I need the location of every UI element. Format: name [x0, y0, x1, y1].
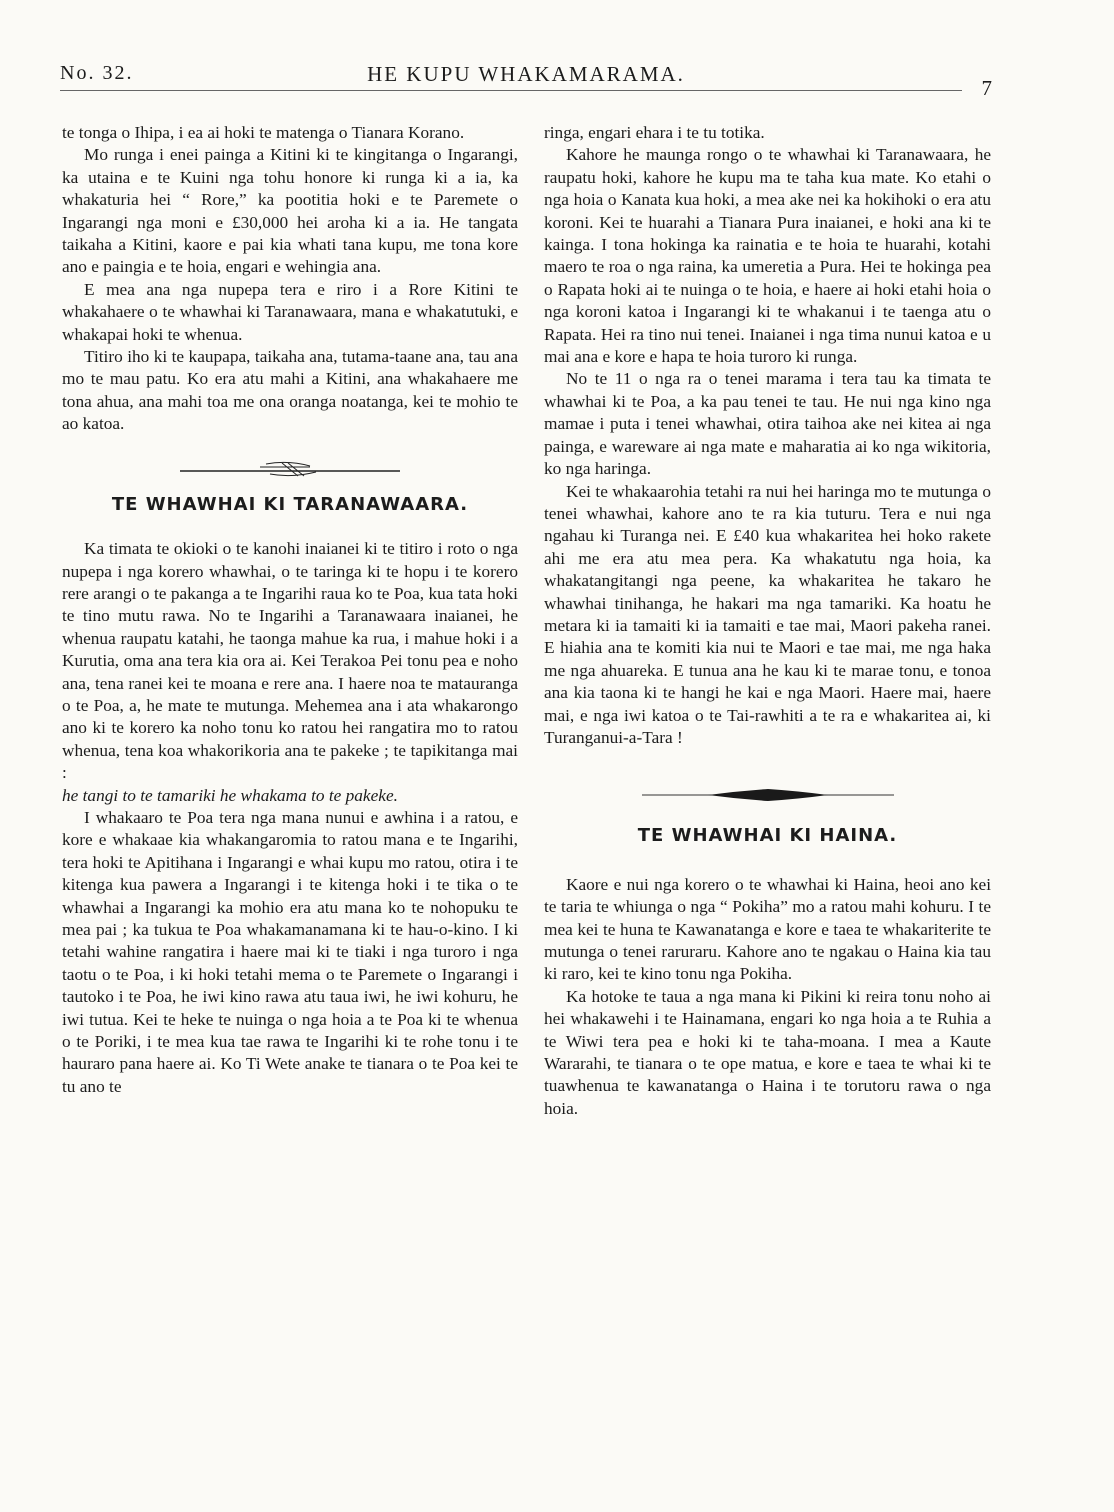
paragraph: Ka timata te okioki o te kanohi inaianei ki te titiro i roto o nga nupepa i nga korero whawhai, o te taringa ki te hopu i te korero rere arangi o te pakanga a te Ingarihi raua ko te Poa, kua tata hoki te tino mutu rawa. No te Ingarihi a Taranawaara inaianei, he whenua raupatu katahi, he taonga mahue ka rua, i mahue hoki i a Kurutia, oma ana tera kia ora ai. Kei Terakoa Pei tonu pea e noho ana, tena ranei kei te moana e rere ana. I haere noa te matauranga o te Poa, a, he mate te mutunga. Mehemea ana i ata whakarongo ano ki te korero ka noho tonu ko ratou hei rangatira mo to ratou whenua, tena koa whakorikoria ana te pakeke ; te tapikitanga mai : — [62, 539, 518, 783]
section-divider-ornament — [170, 454, 410, 484]
section-heading: TE WHAWHAI KI HAINA. — [637, 825, 898, 847]
paragraph: Ka hotoke te taua a nga mana ki Pikini ki reira tonu noho ai hei whakawehi i te Hainamana, engari ko nga hoia a te Ruhia a te Wiwi tera pea e hoki ki te taha-moana. I mea a Kaute Wararahi, te tianara o te ope matua, e kore e taea te whai ki te tuawhenua te kawanatanga o Haina i te torutoru rawa o nga hoia. — [544, 986, 991, 1118]
running-header — [60, 62, 992, 100]
issue-number: No. 32. — [60, 62, 134, 84]
spacer — [62, 516, 518, 538]
header-rule — [60, 90, 962, 91]
paragraph: Titiro iho ki te kaupapa, taikaha ana, tutama-taane ana, tau ana mo te mau patu. Ko era atu mahi a Kitini, ana whakahaere me tona ahua, ana mahi toa me ona oranga noatanga, kei te mohio te ao katoa. — [62, 347, 518, 434]
paragraph: E mea ana nga nupepa tera e riro i a Rore Kitini te whakahaere o te whawhai ki Taranawaara, mana e whakatutuki, e whakapai hoki te whenua. — [62, 279, 518, 344]
paragraph: te tonga o Ihipa, i ea ai hoki te matenga o Tianara Korano. — [62, 123, 465, 142]
paragraph: Kaore e nui nga korero o te whawhai ki Haina, heoi ano kei te taria te whiunga o nga “ Pokiha” mo a ratou mahi kohuru. I te mea kei te huna te Kawanatanga e kore e taea te whakariterite te mutunga o tenei raruraru. Kahore ano te ngakau o Haina kia tau ki raro, kei te kino tonu nga Pokiha. — [544, 874, 991, 984]
paragraph: Mo runga i enei painga a Kitini ki te kingitanga o Ingarangi, ka utaina e te Kuini nga tohu honore ki runga ki a ia, ka whakaturia hei “ Rore,” ka pootitia hoki e te Paremete o Ingarangi nga moni e £30,000 hei aroha ki a ia. He tangata taikaha a Kitini, kaore e pai kia whati tana kupu, me tona kore ano e paingia e te hoia, engari e wehingia ana. — [62, 145, 518, 277]
publication-title: HE KUPU WHAKAMARAMA. — [367, 62, 685, 86]
section-heading: TE WHAWHAI KI TARANAWAARA. — [111, 493, 469, 515]
proverb: he tangi to te tamariki he whakama to te pakeke. — [62, 785, 398, 805]
left-column — [62, 122, 518, 1098]
paragraph: Kahore he maunga rongo o te whawhai ki Taranawaara, he raupatu hoki, kahore he kupu ma te taha kua mate. Ko etahi o nga hoia o Kanata kua hoki, a mea ake nei ka hokihoki o era atu koroni. Kei te huarahi a Tianara Pura inaianei, e hoki ana ki te kainga. I tona hokinga ka rainatia e te hoia te huarahi, kotahi maero te roa o nga raina, ka umeretia a Pura. Hei te hokinga pea o Rapata hoki ai te nuinga o te hoia, e haere ai hoki etahi hoia o nga koroni katoa i Ingarangi ki te whakanui i te taenga atu o Rapata. Hei ra tino nui tenei. Inaianei i nga tima nunui katoa e u mai ana e kore e hapa te hoia turoro ki runga. — [544, 145, 991, 367]
section-divider-ornament — [638, 783, 898, 807]
right-column — [544, 122, 991, 1120]
paragraph: I whakaaro te Poa tera nga mana nunui e awhina i a ratou, e kore e whakaae kia whakangaromia to ratou mana e te Ingarihi, tera hoki te Apitihana i Ingarangi e whai kupu mo ratou, otira i te kitenga kua pawera a Ingarangi i te kitenga hoki i te tika o te whawhai a Ingarangi ka mohio era atu mana ko te nohopuku te mea pai ; ka tukua te Poa whakamanamana ki te hau-o-kino. I ki tetahi wahine rangatira i haere mai ki te tiaki i nga turoro i nga taotu o te Poa, i ki hoki tetahi mema o te Paremete o Ingarangi i tautoko i te Poa, he iwi kino rawa atu taua iwi, he iwi kohuru, he iwi tutua. Kei te heke te nuinga o nga hoia a te Poa ki te whenua o te Poriki, i te mea kua tae rawa te Ingarihi ki te rohe tonu i te hauraro pana haere ai. Ko Ti Wete anake te tianara o te Poa kei te tu ano te — [62, 807, 518, 1096]
page-number: 7 — [981, 76, 992, 100]
paragraph: Kei te whakaarohia tetahi ra nui hei haringa mo te mutunga o tenei whawhai, kahore ano te ra kia tuturu. Tera e nui nga ngahau ki Turanga nei. E £40 kua whakaritea hei hoko rakete ahi me era atu mea pera. Ka whakatutu nga hoia, ka whakatangitangi nga peene, ka whakaritea he takaro he whawhai tinihanga, he hakari ma nga tamariki. Ka hoatu he metara ki ia tamaiti ki ia tamaiti e tae mai, Maori pakeha ranei. E hiahia ana te komiti kia nui te Maori e tae mai, me nga haka me nga ahuareka. E tunua ana he kau ki te marae tonu, e tonoa ana kia taona ki te hangi he kai e nga Maori. Haere mai, haere mai, e nga iwi katoa o te Tai-rawhiti a te ra e whakaritea ai, ki Turanganui-a-Tara ! — [544, 481, 991, 747]
paragraph: ringa, engari ehara i te tu totika. — [544, 123, 765, 142]
paragraph: No te 11 o nga ra o tenei marama i tera tau ka timata te whawhai ki te Poa, a ka pau tenei te tau. He nui nga kino nga mamae i puta i tenei whawhai, otira taihoa ake nei kitea ai nga painga, e wareware ai nga mate e maharatia ai ko nga wikitoria, ko nga haringa. — [544, 369, 991, 479]
spacer — [544, 848, 991, 874]
